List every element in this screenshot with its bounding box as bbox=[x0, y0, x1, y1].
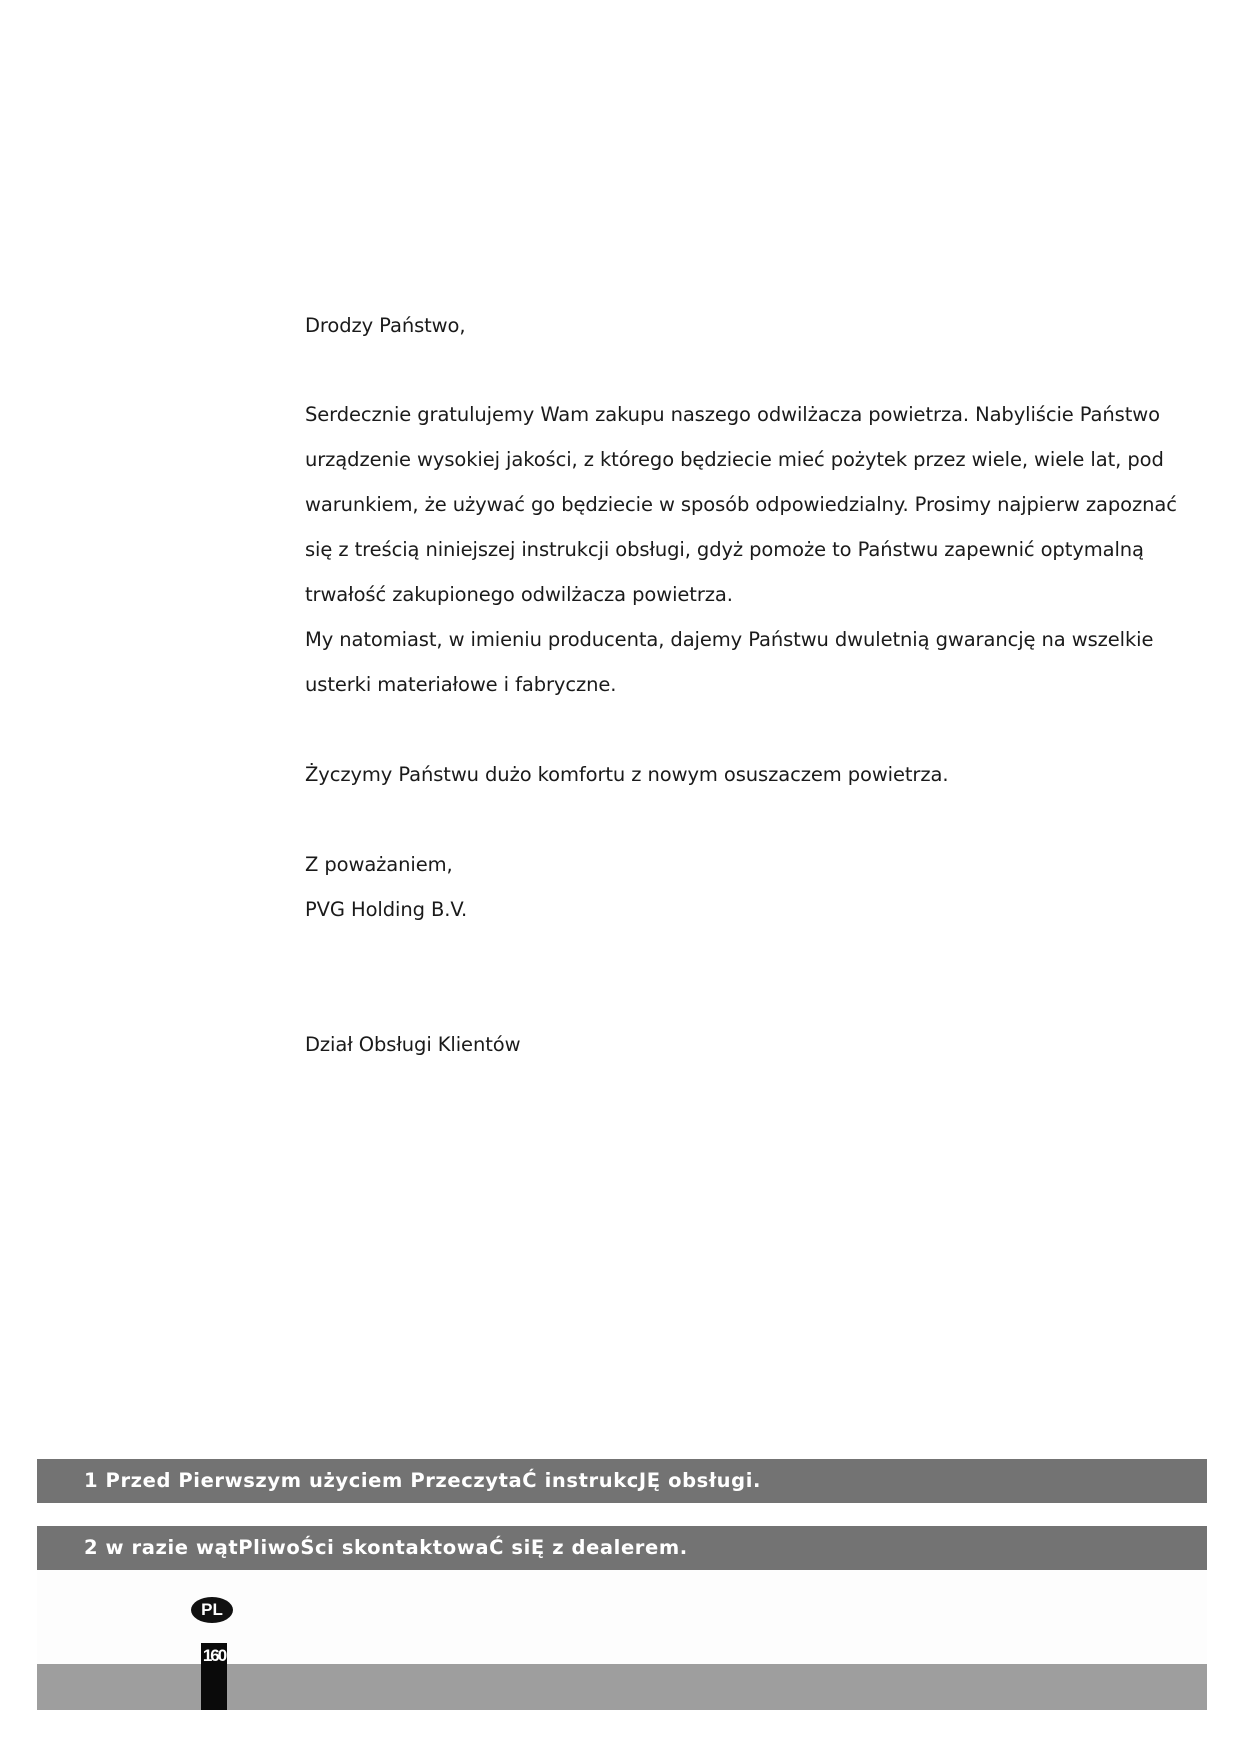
page-number: 160 bbox=[202, 1646, 226, 1665]
language-badge: PL bbox=[191, 1597, 233, 1623]
letter-closing: Z poważaniem, bbox=[305, 853, 453, 876]
letter-company: PVG Holding B.V. bbox=[305, 898, 468, 921]
letter-greeting: Drodzy Państwo, bbox=[305, 314, 466, 337]
paragraph-line-4: się z treścią niniejszej instrukcji obsługi, gdyż pomoże to Państwu zapewnić optymalną bbox=[305, 538, 1144, 561]
letter-wish: Życzymy Państwu dużo komfortu z nowym osuszaczem powietrza. bbox=[305, 763, 949, 786]
notice-band-2: 2 w razie wątPliwoŚci skontaktowaĆ siĘ z dealerem. bbox=[37, 1526, 1207, 1570]
paragraph-line-6: My natomiast, w imieniu producenta, dajemy Państwu dwuletnią gwarancję na wszelkie bbox=[305, 628, 1154, 651]
paragraph-line-1: Serdecznie gratulujemy Wam zakupu naszego odwilżacza powietrza. Nabyliście Państwo bbox=[305, 403, 1160, 426]
letter-department: Dział Obsługi Klientów bbox=[305, 1033, 521, 1056]
paragraph-line-7: usterki materiałowe i fabryczne. bbox=[305, 673, 617, 696]
paragraph-line-2: urządzenie wysokiej jakości, z którego będziecie mieć pożytek przez wiele, wiele lat, pod bbox=[305, 448, 1164, 471]
paragraph-line-3: warunkiem, że używać go będziecie w sposób odpowiedzialny. Prosimy najpierw zapoznać bbox=[305, 493, 1177, 516]
paragraph-line-5: trwałość zakupionego odwilżacza powietrza. bbox=[305, 583, 733, 606]
notice-band-1: 1 Przed Pierwszym użyciem PrzeczytaĆ instrukcJĘ obsługi. bbox=[37, 1459, 1207, 1503]
